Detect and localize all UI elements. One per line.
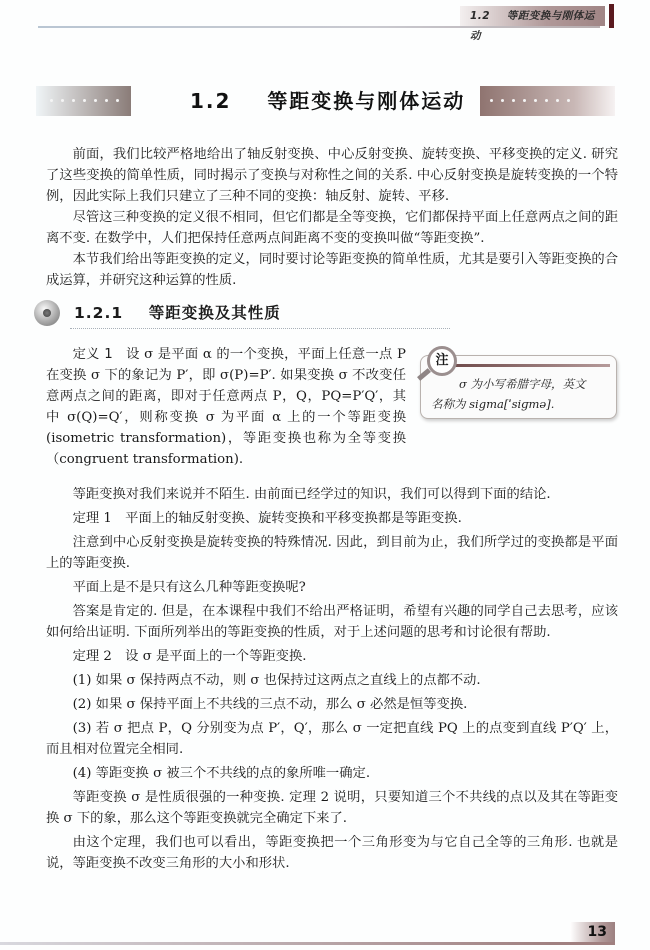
intro-paragraph: 前面，我们比较严格地给出了轴反射变换、中心反射变换、旋转变换、平移变换的定义. 研究了这些变换的简单性质，同时揭示了变换与对称性之间的关系. 中心反射变换是旋转变换的一个特例，因此实际上我们只建立了三种不同的变换：轴反射、旋转、平移.: [46, 147, 618, 204]
intro-paragraph: 本节我们给出等距变换的定义，同时要讨论等距变换的简单性质，尤其是要引入等距变换的合成运算，并研究这种运算的性质.: [46, 252, 618, 288]
running-head-title: 等距变换与刚体运动: [470, 10, 595, 42]
subsection-title-text: 等距变换及其性质: [148, 304, 281, 322]
definition-1: [46, 344, 406, 470]
subsection-number: 1.2.1: [74, 304, 124, 322]
section-band-left: [36, 86, 131, 116]
theorem-2: 定理 2 设 σ 是平面上的一个等距变换.: [72, 649, 307, 664]
margin-note: [420, 355, 617, 419]
body-text: [46, 484, 618, 874]
running-head: [460, 6, 605, 42]
body-paragraph: 由这个定理，我们也可以看出，等距变换把一个三角形变为与它自己全等的三角形. 也就是说，等距变换不改变三角形的大小和形状.: [46, 835, 618, 871]
section-number: 1.2: [190, 89, 232, 113]
note-line-1: σ 为小写希腊字母，英文: [459, 377, 586, 391]
subsection-heading: [34, 298, 454, 332]
running-head-accent-bar: [609, 4, 614, 28]
note-text: [431, 374, 608, 414]
note-line-2: 名称为 sigma[ˈsiɡmə].: [431, 397, 555, 411]
header-rule: [38, 26, 600, 28]
section-title-text: 等距变换与刚体运动: [267, 89, 466, 113]
theorem-1: 定理 1 平面上的轴反射变换、旋转变换和平移变换都是等距变换.: [72, 511, 462, 526]
body-paragraph: 注意到中心反射变换是旋转变换的特殊情况. 因此，到目前为止，我们所学过的变换都是平面上的等距变换.: [46, 535, 618, 571]
body-paragraph: 等距变换 σ 是性质很强的一种变换. 定理 2 说明，只要知道三个不共线的点以及其在等距变换 σ 下的象，那么这个等距变换就完全确定下来了.: [46, 790, 618, 826]
theorem-2-item: (2) 如果 σ 保持平面上不共线的三点不动，那么 σ 必然是恒等变换.: [72, 697, 468, 712]
section-band-right: [480, 86, 615, 116]
running-head-section: 1.2: [470, 10, 491, 22]
body-paragraph: 等距变换对我们来说并不陌生. 由前面已经学过的知识，我们可以得到下面的结论.: [72, 487, 551, 502]
page-number: 13: [570, 922, 615, 943]
definition-label: 定义 1: [72, 347, 113, 362]
body-paragraph: 答案是肯定的. 但是，在本课程中我们不给出严格证明，希望有兴趣的同学自己去思考，应该如何给出证明. 下面所列举出的等距变换的性质，对于上述问题的思考和讨论很有帮助.: [46, 604, 618, 640]
body-paragraph: 平面上是不是只有这么几种等距变换呢?: [72, 580, 306, 595]
note-magnifier-icon: 注: [427, 346, 457, 376]
note-topbar: [451, 364, 610, 367]
band-dots-decoration: [50, 99, 119, 103]
theorem-2-item: (4) 等距变换 σ 被三个不共线的点的象所唯一确定.: [72, 766, 371, 781]
theorem-2-item: (1) 如果 σ 保持两点不动，则 σ 也保持过这两点之直线上的点都不动.: [72, 673, 481, 688]
intro-paragraph: 尽管这三种变换的定义很不相同，但它们都是全等变换，它们都保持平面上任意两点之间的距离不变. 在数学中，人们把保持任意两点间距离不变的变换叫做“等距变换”.: [46, 210, 618, 246]
definition-text: 设 σ 是平面 α 的一个变换，平面上任意一点 P 在变换 σ 下的象记为 P′，即 σ(P)=P′. 如果变换 σ 不改变任意两点之间的距离，即对于任意两点 P，Q，PQ=P′Q′，其中 σ(Q)=Q′，则称变换 σ 为平面 α 上的一个等距变换(isometric transformation)，等距变换也称为全等变换（congruent transformation).: [46, 347, 407, 467]
theorem-2-item: (3) 若 σ 把点 P，Q 分别变为点 P′，Q′，那么 σ 一定把直线 PQ 上的点变到直线 P′Q′ 上，而且相对位置完全相同.: [46, 721, 618, 757]
section-title: [190, 86, 465, 116]
subsection-title: [74, 301, 281, 323]
bullet-disc-icon: [34, 300, 60, 326]
band-dots-decoration: [490, 99, 570, 103]
intro-text: [46, 144, 618, 291]
footer-rule: [0, 942, 615, 945]
dotted-divider: [70, 328, 450, 329]
magnifier-handle-icon: [417, 368, 431, 381]
